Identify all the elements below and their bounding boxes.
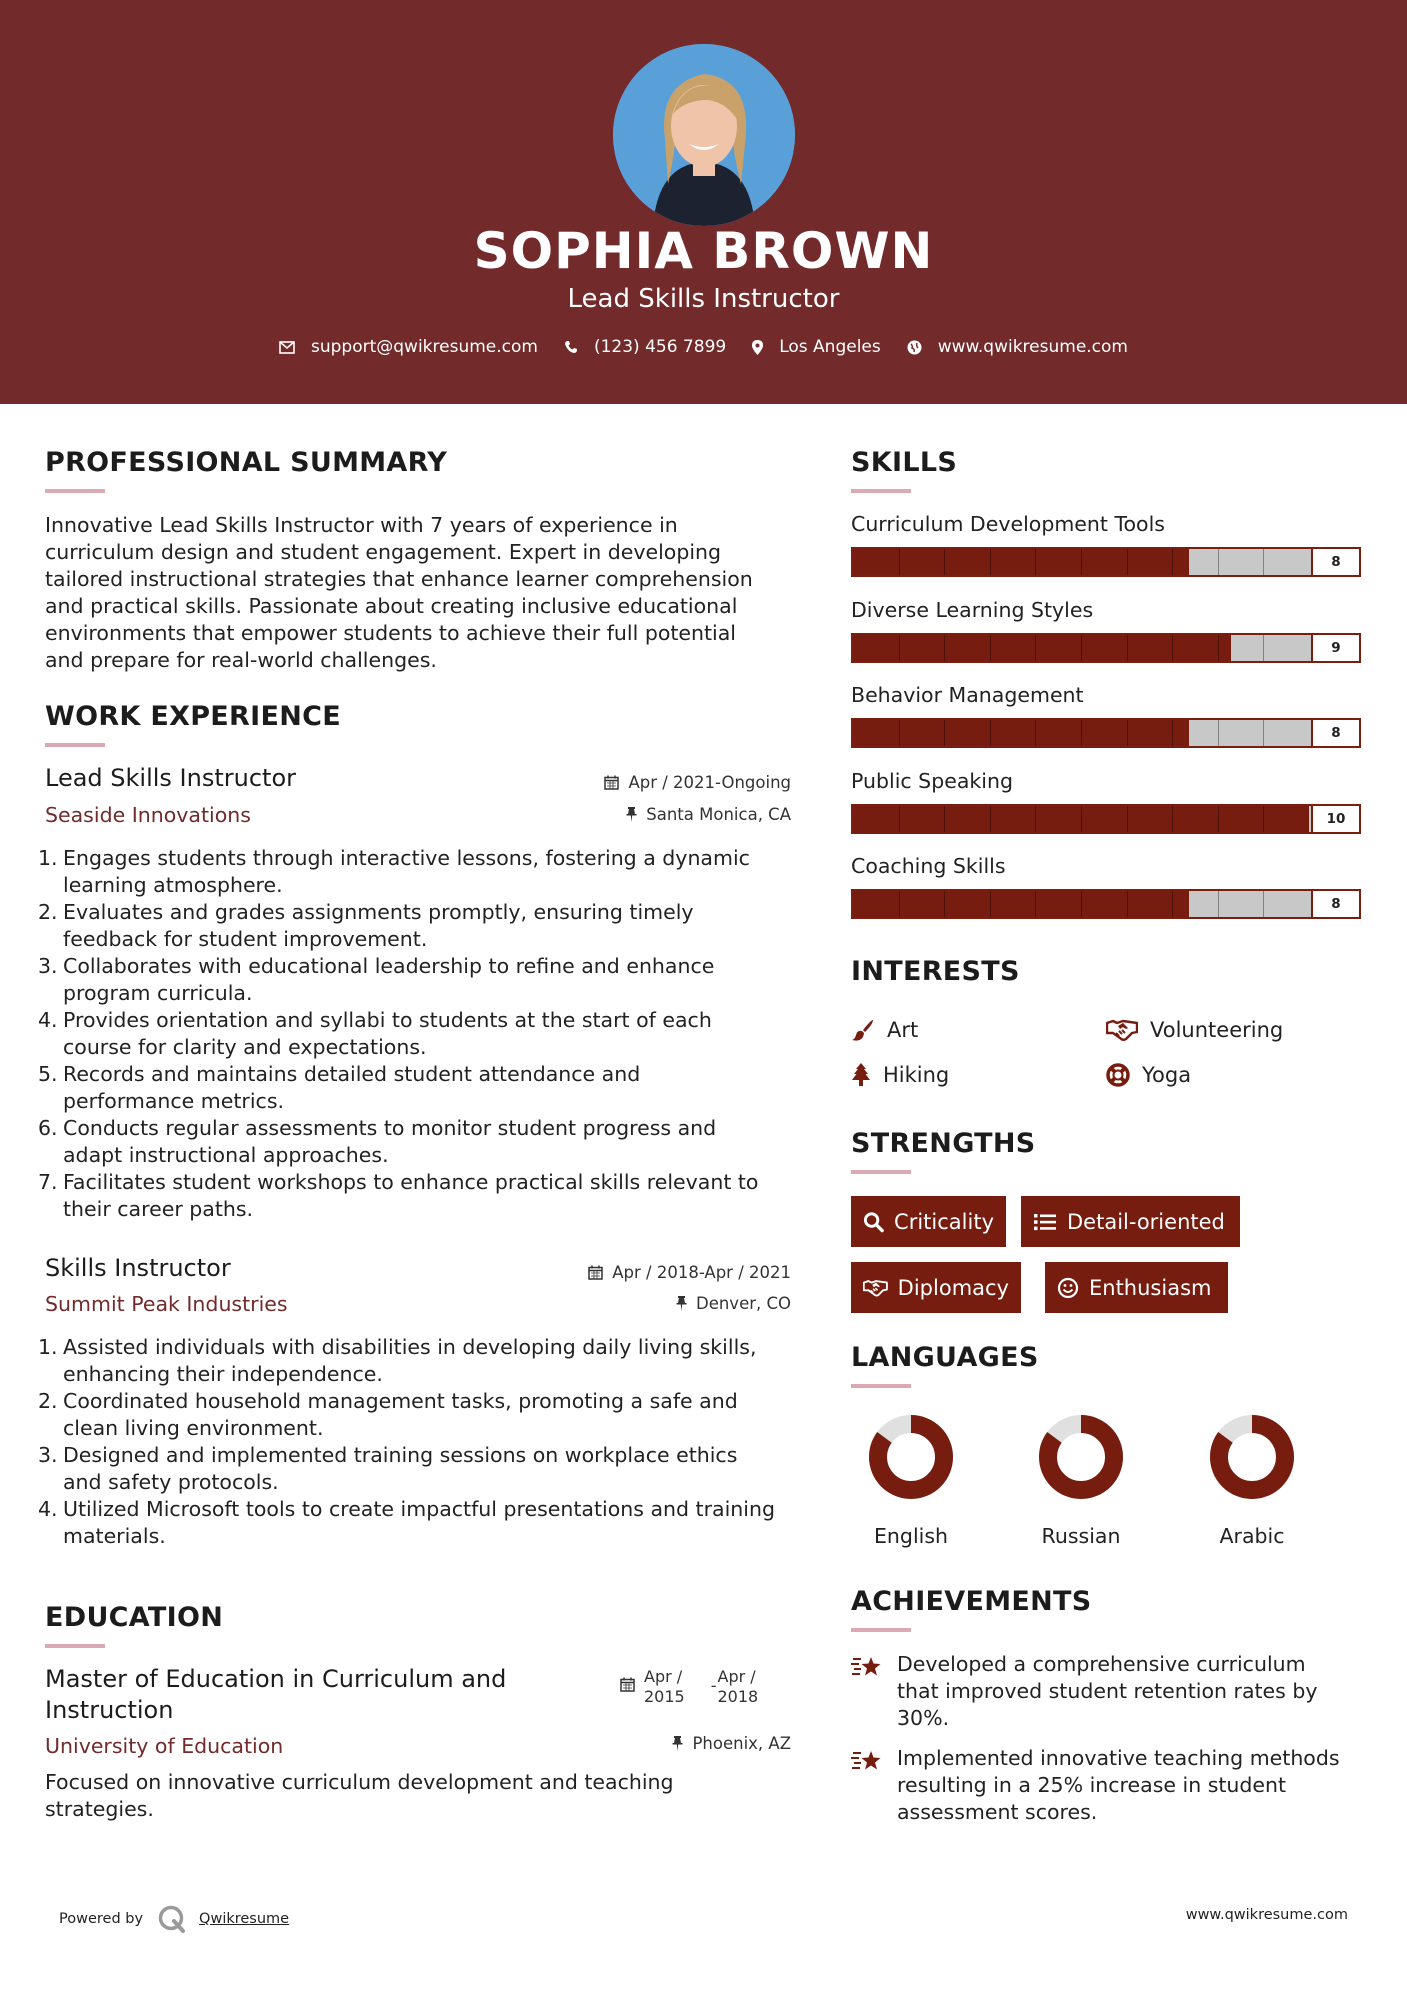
- qwikresume-link[interactable]: Qwikresume: [199, 1911, 290, 1927]
- skill-bar-segment: [1081, 891, 1082, 917]
- education-location-text: Phoenix, AZ: [692, 1734, 791, 1753]
- tree-icon: [851, 1063, 871, 1087]
- interest-item-yoga: [1106, 1063, 1191, 1087]
- summary-line: curriculum design and student engagement. Expert in developing: [45, 540, 722, 564]
- list-icon: [1033, 1212, 1057, 1232]
- languages-heading-rule: [851, 1384, 911, 1388]
- skill-bar-segment: [1218, 549, 1219, 575]
- skill-bar-segment: [899, 720, 900, 746]
- achievement-line: assessment scores.: [897, 1800, 1098, 1824]
- star-award-icon: [851, 1653, 885, 1681]
- skill-label: Behavior Management: [851, 683, 1084, 707]
- duty-line: their career paths.: [63, 1197, 254, 1221]
- date-end-line: Apr /: [717, 1667, 756, 1686]
- achievement-line: resulting in a 25% increase in student: [897, 1773, 1287, 1797]
- education-date: [620, 1667, 758, 1707]
- job-date-text: Apr / 2021-Ongoing: [628, 773, 791, 792]
- skill-bar-fill: [853, 720, 1189, 746]
- interests-heading: INTERESTS: [851, 956, 1020, 987]
- education-description: [45, 1769, 785, 1823]
- skill-bar: [851, 633, 1361, 663]
- duty-line: Engages students through interactive lessons, fostering a dynamic: [63, 846, 750, 870]
- duty-line: learning atmosphere.: [63, 873, 283, 897]
- skill-bar-segment: [944, 806, 945, 832]
- job-duty-item: [38, 953, 795, 1007]
- skill-bar-segment: [944, 720, 945, 746]
- skill-bar-segment: [944, 549, 945, 575]
- strengths-heading: STRENGTHS: [851, 1128, 1036, 1159]
- education-desc-line: Focused on innovative curriculum development and teaching: [45, 1770, 674, 1794]
- interest-label: Yoga: [1142, 1063, 1192, 1087]
- strength-tag-enthusiasm: [1045, 1262, 1228, 1313]
- profile-photo: [613, 44, 795, 226]
- date-start-line: 2015: [644, 1687, 685, 1706]
- list-number: 4.: [38, 1497, 58, 1521]
- achievement-line: Developed a comprehensive curriculum: [897, 1652, 1306, 1676]
- summary-heading-rule: [45, 489, 105, 493]
- skill-level-value: 8: [1311, 549, 1359, 575]
- skill-bar-segment: [1172, 891, 1173, 917]
- skill-bar-fill: [853, 635, 1231, 661]
- skill-bar-segment: [1035, 806, 1036, 832]
- interest-label: Art: [887, 1018, 919, 1042]
- contact-row: [0, 337, 1407, 357]
- achievements-heading-rule: [851, 1628, 911, 1632]
- job-location: [626, 805, 791, 824]
- skill-label: Diverse Learning Styles: [851, 597, 1094, 622]
- strength-label: Diplomacy: [897, 1275, 1009, 1300]
- skill-bar-segment: [1127, 806, 1128, 832]
- language-donut: [1033, 1409, 1129, 1505]
- skill-bar-segment: [1218, 891, 1219, 917]
- education-location: [672, 1734, 791, 1753]
- skill-bar-segment: [1081, 806, 1082, 832]
- language-donut: [863, 1409, 959, 1505]
- skill-bar-segment: [899, 549, 900, 575]
- education-date-end: [718, 1667, 759, 1707]
- job-duties-list: [38, 1334, 795, 1550]
- life-ring-icon: [1106, 1063, 1130, 1087]
- strength-label: Criticality: [894, 1209, 994, 1234]
- candidate-title: Lead Skills Instructor: [567, 284, 840, 314]
- job-date-text: Apr / 2018-Apr / 2021: [612, 1263, 791, 1282]
- education-heading-rule: [45, 1644, 105, 1648]
- pin-icon: [672, 1736, 683, 1751]
- job-duty-item: [38, 1496, 795, 1550]
- duty-line: adapt instructional approaches.: [63, 1143, 389, 1167]
- degree-title: [45, 1664, 506, 1726]
- skill-level-value: 10: [1311, 806, 1359, 832]
- duty-line: Facilitates student workshops to enhance practical skills relevant to: [63, 1170, 759, 1194]
- skill-bar-segment: [899, 635, 900, 661]
- achievement-line: Implemented innovative teaching methods: [897, 1746, 1340, 1770]
- skill-bar-segment: [990, 806, 991, 832]
- summary-line: environments that empower students to achieve their full potential: [45, 621, 737, 645]
- skill-bar-fill: [853, 549, 1189, 575]
- skill-bar-segment: [944, 635, 945, 661]
- experience-heading: WORK EXPERIENCE: [45, 701, 341, 732]
- job-duty-item: [38, 845, 795, 899]
- job-duty-item: [38, 1169, 795, 1223]
- job-duties-list: [38, 845, 795, 1223]
- achievement-text: [897, 1651, 1318, 1732]
- job-title: Lead Skills Instructor: [45, 764, 296, 792]
- degree-line: Instruction: [45, 1696, 174, 1724]
- skill-bar-segment: [1172, 549, 1173, 575]
- duty-line: program curricula.: [63, 981, 253, 1005]
- skill-bar-segment: [990, 891, 991, 917]
- skill-bar-segment: [1081, 720, 1082, 746]
- handshake-icon: [1106, 1019, 1138, 1041]
- language-donut: [1204, 1409, 1300, 1505]
- summary-line: Innovative Lead Skills Instructor with 7 years of experience in: [45, 513, 678, 537]
- achievement-line: that improved student retention rates by: [897, 1679, 1318, 1703]
- skill-bar-segment: [1218, 635, 1219, 661]
- education-heading: EDUCATION: [45, 1602, 224, 1633]
- achievement-line: 30%.: [897, 1706, 950, 1730]
- achievement-text: [897, 1745, 1340, 1826]
- strength-tag-criticality: [851, 1196, 1006, 1247]
- candidate-name: SOPHIA BROWN: [473, 222, 934, 280]
- duty-line: enhancing their independence.: [63, 1362, 383, 1386]
- calendar-icon: [604, 775, 619, 790]
- job-date: [604, 773, 791, 792]
- globe-icon: [907, 340, 922, 355]
- job-duty-item: [38, 1334, 795, 1388]
- achievement-item: [851, 1745, 1340, 1826]
- contact-email-text: support@qwikresume.com: [311, 337, 538, 357]
- skill-bar-segment: [1218, 806, 1219, 832]
- experience-heading-rule: [45, 743, 105, 747]
- skills-heading: SKILLS: [851, 447, 958, 478]
- skills-heading-rule: [851, 489, 911, 493]
- summary-line: and practical skills. Passionate about creating inclusive educational: [45, 594, 738, 618]
- interest-item-hiking: [851, 1063, 949, 1087]
- strengths-heading-rule: [851, 1170, 911, 1174]
- date-separator: -: [710, 1676, 717, 1695]
- job-duty-item: [38, 1061, 795, 1115]
- map-marker-icon: [752, 340, 763, 355]
- skill-bar-segment: [1263, 549, 1264, 575]
- interest-item-art: [851, 1018, 918, 1042]
- skill-bar-segment: [990, 720, 991, 746]
- language-label: Arabic: [1219, 1524, 1285, 1548]
- skill-level-value: 8: [1311, 891, 1359, 917]
- list-number: 3.: [38, 1443, 58, 1467]
- skill-bar-segment: [1127, 549, 1128, 575]
- list-number: 4.: [38, 1008, 58, 1032]
- skill-bar-segment: [1218, 720, 1219, 746]
- job-title: Skills Instructor: [45, 1254, 231, 1282]
- duty-line: Records and maintains detailed student attendance and: [63, 1062, 641, 1086]
- duty-line: materials.: [63, 1524, 166, 1548]
- search-icon: [863, 1211, 884, 1233]
- job-duty-item: [38, 899, 795, 953]
- job-duty-item: [38, 1388, 795, 1442]
- education-date-start: [644, 1667, 685, 1707]
- skill-bar-segment: [1081, 549, 1082, 575]
- contact-phone[interactable]: [564, 337, 726, 357]
- skill-bar-segment: [990, 635, 991, 661]
- duty-line: Designed and implemented training sessions on workplace ethics: [63, 1443, 738, 1467]
- interest-label: Volunteering: [1150, 1018, 1284, 1042]
- strength-tag-diplomacy: [851, 1262, 1021, 1313]
- duty-line: Utilized Microsoft tools to create impactful presentations and training: [63, 1497, 775, 1521]
- duty-line: Assisted individuals with disabilities in developing daily living skills,: [63, 1335, 757, 1359]
- skill-bar-segment: [899, 891, 900, 917]
- duty-line: performance metrics.: [63, 1089, 285, 1113]
- pin-icon: [626, 807, 637, 822]
- skill-bar-segment: [1081, 635, 1082, 661]
- education-desc-line: strategies.: [45, 1797, 154, 1821]
- skill-bar: [851, 889, 1361, 919]
- phone-icon: [564, 340, 578, 354]
- achievements-heading: ACHIEVEMENTS: [851, 1586, 1092, 1617]
- skill-bar-segment: [1172, 806, 1173, 832]
- strength-label: Detail-oriented: [1067, 1209, 1225, 1234]
- language-label: Russian: [1041, 1524, 1121, 1548]
- list-number: 7.: [38, 1170, 58, 1194]
- job-location-text: Santa Monica, CA: [646, 805, 791, 824]
- date-start-line: Apr /: [644, 1667, 683, 1686]
- calendar-icon: [588, 1265, 603, 1280]
- job-duty-item: [38, 1115, 795, 1169]
- list-number: 1.: [38, 846, 58, 870]
- list-number: 2.: [38, 1389, 58, 1413]
- skill-bar-segment: [1035, 891, 1036, 917]
- skill-label: Curriculum Development Tools: [851, 512, 1165, 536]
- footer-powered-by: [59, 1904, 289, 1934]
- achievement-item: [851, 1651, 1318, 1732]
- job-company: Summit Peak Industries: [45, 1292, 288, 1316]
- duty-line: Provides orientation and syllabi to students at the start of each: [63, 1008, 712, 1032]
- skill-bar: [851, 718, 1361, 748]
- list-number: 6.: [38, 1116, 58, 1140]
- list-number: 5.: [38, 1062, 58, 1086]
- job-date: [588, 1263, 791, 1282]
- skill-bar-fill: [853, 891, 1189, 917]
- list-number: 3.: [38, 954, 58, 978]
- pin-icon: [676, 1296, 687, 1311]
- duty-line: and safety protocols.: [63, 1470, 279, 1494]
- list-number: 2.: [38, 900, 58, 924]
- skill-bar-segment: [1127, 720, 1128, 746]
- skill-bar-segment: [899, 806, 900, 832]
- contact-website-text: www.qwikresume.com: [937, 337, 1128, 357]
- duty-line: Collaborates with educational leadership to refine and enhance: [63, 954, 715, 978]
- summary-text: [45, 512, 785, 674]
- profile-photo-illustration: [613, 44, 795, 226]
- job-duty-item: [38, 1007, 795, 1061]
- paintbrush-icon: [851, 1018, 875, 1042]
- duty-line: Evaluates and grades assignments promptly, ensuring timely: [63, 900, 694, 924]
- duty-line: course for clarity and expectations.: [63, 1035, 427, 1059]
- skill-label: Coaching Skills: [851, 854, 1006, 878]
- job-company: Seaside Innovations: [45, 803, 251, 827]
- powered-by-label: Powered by: [59, 1911, 144, 1927]
- skill-label: Public Speaking: [851, 768, 1013, 793]
- skill-bar-segment: [944, 891, 945, 917]
- skill-bar-segment: [1172, 720, 1173, 746]
- contact-location-text: Los Angeles: [779, 337, 881, 357]
- envelope-icon: [279, 341, 295, 354]
- contact-location: [752, 337, 881, 357]
- duty-line: Coordinated household management tasks, promoting a safe and: [63, 1389, 738, 1413]
- star-award-icon: [851, 1747, 885, 1775]
- qwikresume-logo-icon: [157, 1904, 187, 1934]
- strength-tag-detail-oriented: [1021, 1196, 1240, 1247]
- skill-bar-segment: [1172, 635, 1173, 661]
- job-location-text: Denver, CO: [695, 1294, 791, 1313]
- skill-level-value: 9: [1311, 635, 1359, 661]
- footer-url[interactable]: www.qwikresume.com: [1185, 1907, 1348, 1923]
- skill-bar-segment: [1035, 720, 1036, 746]
- strength-label: Enthusiasm: [1089, 1275, 1212, 1300]
- languages-heading: LANGUAGES: [851, 1342, 1039, 1373]
- skill-bar-segment: [1035, 549, 1036, 575]
- summary-line: and prepare for real-world challenges.: [45, 648, 437, 672]
- skill-bar-segment: [1263, 720, 1264, 746]
- smile-icon: [1057, 1277, 1079, 1299]
- job-location: [676, 1294, 791, 1313]
- contact-email[interactable]: [279, 337, 538, 357]
- calendar-icon: [620, 1677, 635, 1692]
- list-number: 1.: [38, 1335, 58, 1359]
- skill-bar-segment: [1263, 891, 1264, 917]
- interest-label: Hiking: [883, 1063, 950, 1087]
- duty-line: clean living environment.: [63, 1416, 324, 1440]
- resume-header: [0, 0, 1407, 404]
- skill-bar: [851, 547, 1361, 577]
- skill-bar-segment: [1127, 635, 1128, 661]
- date-end-line: 2018: [717, 1687, 759, 1706]
- contact-website[interactable]: [907, 337, 1128, 357]
- degree-line: Master of Education in Curriculum and: [45, 1665, 507, 1693]
- handshake-icon: [863, 1277, 888, 1299]
- job-duty-item: [38, 1442, 795, 1496]
- contact-phone-text: (123) 456 7899: [593, 337, 727, 357]
- skill-bar-segment: [1127, 891, 1128, 917]
- skill-bar-segment: [990, 549, 991, 575]
- school-name: University of Education: [45, 1734, 284, 1758]
- skill-bar-segment: [1263, 635, 1264, 661]
- summary-line: tailored instructional strategies that enhance learner comprehension: [45, 567, 753, 591]
- interest-item-volunteering: [1106, 1018, 1283, 1042]
- skill-bar-segment: [1035, 635, 1036, 661]
- skill-bar: [851, 804, 1361, 834]
- duty-line: feedback for student improvement.: [63, 927, 428, 951]
- language-label: English: [873, 1524, 949, 1548]
- skill-level-value: 8: [1311, 720, 1359, 746]
- summary-heading: PROFESSIONAL SUMMARY: [45, 447, 448, 478]
- skill-bar-segment: [1263, 806, 1264, 832]
- duty-line: Conducts regular assessments to monitor student progress and: [63, 1116, 717, 1140]
